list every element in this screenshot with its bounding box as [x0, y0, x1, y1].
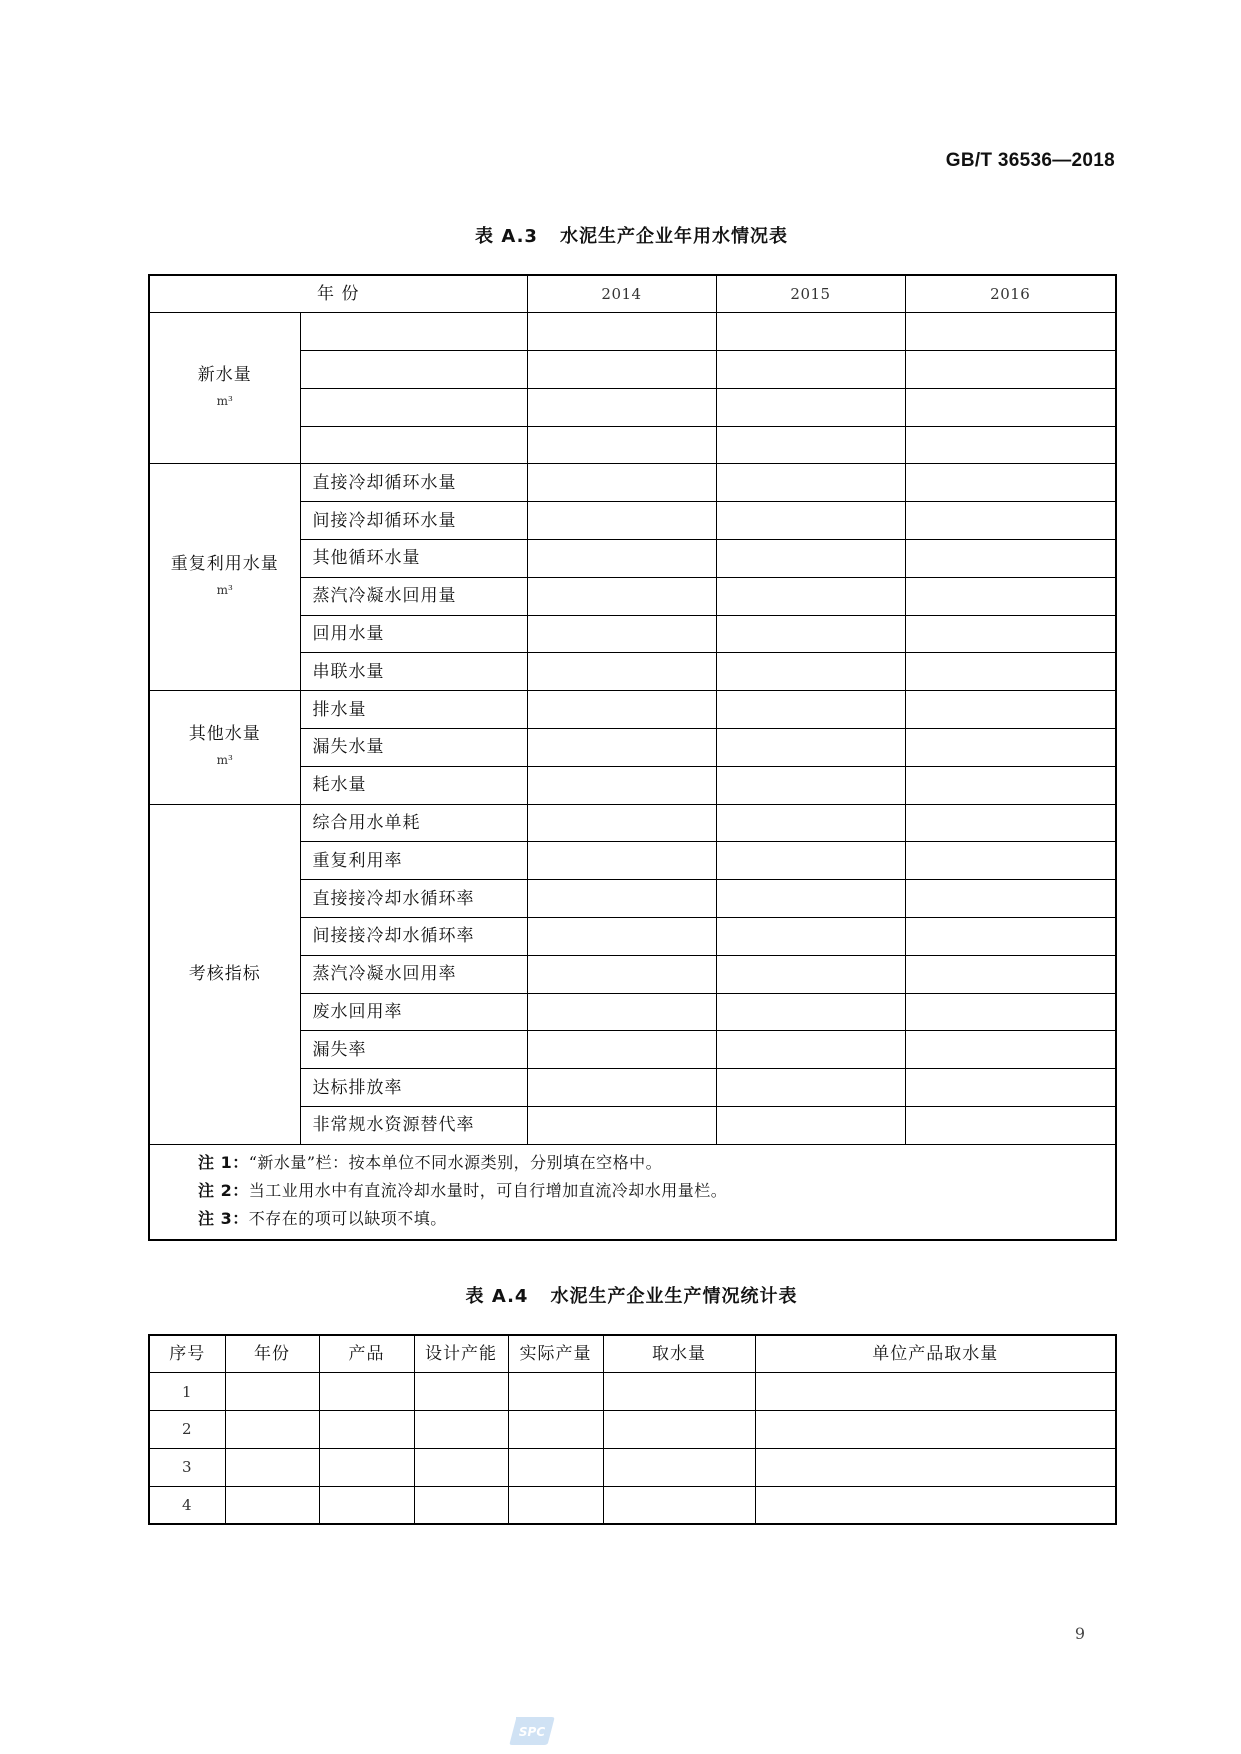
value-cell-2014	[527, 653, 716, 691]
value-cell-2014	[527, 502, 716, 540]
column-header-year: 年份	[225, 1335, 319, 1373]
value-cell-2016	[905, 351, 1116, 389]
value-cell-2014	[527, 464, 716, 502]
value-cell-2016	[905, 426, 1116, 464]
value-cell-2015	[716, 540, 905, 578]
blank-cell	[508, 1373, 603, 1411]
value-cell-2015	[716, 918, 905, 956]
table-a3-caption: 水泥生产企业年用水情况表	[559, 226, 788, 247]
table-row	[149, 1411, 1116, 1449]
value-cell-2015	[716, 577, 905, 615]
value-cell-2014	[527, 880, 716, 918]
blank-cell	[603, 1373, 755, 1411]
value-cell-2014	[527, 577, 716, 615]
value-cell-2015	[716, 351, 905, 389]
page-number: 9	[1074, 1624, 1086, 1643]
blank-cell	[319, 1411, 414, 1449]
blank-cell	[225, 1411, 319, 1449]
water-source-cell	[300, 351, 527, 389]
table-a3-title	[148, 225, 1115, 249]
row-number: 1	[149, 1373, 225, 1411]
value-cell-2014	[527, 1069, 716, 1107]
note-text: 不存在的项可以缺项不填。	[248, 1208, 447, 1228]
spc-watermark-logo	[508, 1714, 556, 1748]
table-header-row	[149, 1335, 1116, 1373]
value-cell-2016	[905, 993, 1116, 1031]
group-new-water	[149, 313, 300, 464]
value-cell-2015	[716, 1069, 905, 1107]
item-label: 达标排放率	[300, 1069, 527, 1107]
table-notes	[149, 1144, 1116, 1240]
value-cell-2014	[527, 1107, 716, 1145]
value-cell-2014	[527, 615, 716, 653]
value-cell-2016	[905, 502, 1116, 540]
value-cell-2015	[716, 1107, 905, 1145]
column-header-serial: 序号	[149, 1335, 225, 1373]
table-row	[149, 691, 1116, 729]
value-cell-2015	[716, 691, 905, 729]
value-cell-2016	[905, 1031, 1116, 1069]
value-cell-2016	[905, 615, 1116, 653]
blank-cell	[414, 1373, 508, 1411]
row-number: 3	[149, 1448, 225, 1486]
value-cell-2014	[527, 993, 716, 1031]
table-row	[149, 464, 1116, 502]
value-cell-2015	[716, 653, 905, 691]
blank-cell	[414, 1448, 508, 1486]
row-number: 4	[149, 1486, 225, 1524]
value-cell-2016	[905, 842, 1116, 880]
note-text: “新水量”栏：按本单位不同水源类别，分别填在空格中。	[248, 1152, 663, 1172]
blank-cell	[225, 1486, 319, 1524]
group-label: 其他水量	[188, 724, 261, 745]
column-header-design-capacity: 设计产能	[414, 1335, 508, 1373]
blank-cell	[508, 1448, 603, 1486]
item-label: 串联水量	[300, 653, 527, 691]
blank-cell	[414, 1486, 508, 1524]
blank-cell	[508, 1486, 603, 1524]
group-unit: m³	[216, 753, 233, 768]
table-a4-title	[148, 1285, 1115, 1309]
column-header-unit-water-intake: 单位产品取水量	[755, 1335, 1116, 1373]
item-label: 其他循环水量	[300, 540, 527, 578]
value-cell-2016	[905, 766, 1116, 804]
value-cell-2016	[905, 804, 1116, 842]
value-cell-2016	[905, 540, 1116, 578]
value-cell-2016	[905, 653, 1116, 691]
value-cell-2015	[716, 426, 905, 464]
water-source-cell	[300, 388, 527, 426]
item-label: 排水量	[300, 691, 527, 729]
value-cell-2015	[716, 955, 905, 993]
table-a4-caption: 水泥生产企业生产情况统计表	[550, 1286, 798, 1307]
value-cell-2015	[716, 729, 905, 767]
year-header-cell: 年 份	[149, 275, 527, 313]
table-a4-label: 表 A.4	[465, 1286, 529, 1307]
value-cell-2015	[716, 388, 905, 426]
group-label: 新水量	[197, 365, 252, 386]
value-cell-2016	[905, 691, 1116, 729]
value-cell-2014	[527, 1031, 716, 1069]
table-row	[149, 313, 1116, 351]
year-2016-header: 2016	[905, 275, 1116, 313]
item-label: 回用水量	[300, 615, 527, 653]
table-a3-label: 表 A.3	[475, 226, 538, 247]
value-cell-2014	[527, 766, 716, 804]
group-label: 重复利用水量	[170, 554, 279, 575]
value-cell-2016	[905, 464, 1116, 502]
item-label: 间接冷却循环水量	[300, 502, 527, 540]
value-cell-2015	[716, 804, 905, 842]
group-reused-water	[149, 464, 300, 691]
column-header-actual-output: 实际产量	[508, 1335, 603, 1373]
blank-cell	[603, 1448, 755, 1486]
note-2	[198, 1177, 1115, 1205]
value-cell-2016	[905, 729, 1116, 767]
blank-cell	[755, 1448, 1116, 1486]
value-cell-2016	[905, 1069, 1116, 1107]
value-cell-2015	[716, 502, 905, 540]
year-2015-header: 2015	[716, 275, 905, 313]
value-cell-2014	[527, 313, 716, 351]
blank-cell	[755, 1411, 1116, 1449]
group-label: 考核指标	[188, 964, 261, 985]
item-label: 漏失水量	[300, 729, 527, 767]
value-cell-2014	[527, 842, 716, 880]
blank-cell	[319, 1373, 414, 1411]
value-cell-2015	[716, 766, 905, 804]
value-cell-2016	[905, 955, 1116, 993]
note-3	[198, 1205, 1115, 1233]
column-header-water-intake: 取水量	[603, 1335, 755, 1373]
item-label: 漏失率	[300, 1031, 527, 1069]
blank-cell	[508, 1411, 603, 1449]
value-cell-2014	[527, 388, 716, 426]
note-text: 当工业用水中有直流冷却水量时，可自行增加直流冷却水用量栏。	[248, 1180, 728, 1200]
group-unit: m³	[216, 394, 233, 409]
value-cell-2015	[716, 880, 905, 918]
note-label: 注 3：	[198, 1208, 249, 1228]
column-header-product: 产品	[319, 1335, 414, 1373]
item-label: 废水回用率	[300, 993, 527, 1031]
item-label: 间接接冷却水循环率	[300, 918, 527, 956]
value-cell-2016	[905, 313, 1116, 351]
item-label: 耗水量	[300, 766, 527, 804]
value-cell-2015	[716, 993, 905, 1031]
blank-cell	[414, 1411, 508, 1449]
value-cell-2015	[716, 1031, 905, 1069]
blank-cell	[319, 1448, 414, 1486]
value-cell-2016	[905, 880, 1116, 918]
table-row	[149, 804, 1116, 842]
group-assessment-indicators	[149, 804, 300, 1144]
value-cell-2016	[905, 577, 1116, 615]
value-cell-2014	[527, 918, 716, 956]
standard-code: GB/T 36536—2018	[945, 150, 1115, 171]
table-row	[149, 1373, 1116, 1411]
table-row	[149, 1448, 1116, 1486]
value-cell-2014	[527, 729, 716, 767]
blank-cell	[755, 1373, 1116, 1411]
production-statistics-table	[148, 1334, 1117, 1525]
water-use-table	[148, 274, 1117, 1241]
table-row	[149, 1486, 1116, 1524]
value-cell-2015	[716, 464, 905, 502]
blank-cell	[319, 1486, 414, 1524]
item-label: 蒸汽冷凝水回用量	[300, 577, 527, 615]
notes-row	[149, 1144, 1116, 1240]
item-label: 直接冷却循环水量	[300, 464, 527, 502]
water-source-cell	[300, 426, 527, 464]
value-cell-2016	[905, 388, 1116, 426]
value-cell-2014	[527, 691, 716, 729]
blank-cell	[225, 1448, 319, 1486]
value-cell-2016	[905, 918, 1116, 956]
year-2014-header: 2014	[527, 275, 716, 313]
table-header-row	[149, 275, 1116, 313]
group-unit: m³	[216, 583, 233, 598]
water-source-cell	[300, 313, 527, 351]
row-number: 2	[149, 1411, 225, 1449]
item-label: 非常规水资源替代率	[300, 1107, 527, 1145]
blank-cell	[755, 1486, 1116, 1524]
note-1	[198, 1149, 1115, 1177]
value-cell-2015	[716, 615, 905, 653]
value-cell-2014	[527, 955, 716, 993]
note-label: 注 2：	[198, 1180, 249, 1200]
value-cell-2014	[527, 804, 716, 842]
group-other-water	[149, 691, 300, 804]
blank-cell	[603, 1486, 755, 1524]
item-label: 直接接冷却水循环率	[300, 880, 527, 918]
blank-cell	[225, 1373, 319, 1411]
item-label: 综合用水单耗	[300, 804, 527, 842]
value-cell-2016	[905, 1107, 1116, 1145]
watermark-text: SPC	[518, 1725, 546, 1739]
value-cell-2014	[527, 351, 716, 389]
blank-cell	[603, 1411, 755, 1449]
item-label: 重复利用率	[300, 842, 527, 880]
note-label: 注 1：	[198, 1152, 249, 1172]
value-cell-2014	[527, 426, 716, 464]
item-label: 蒸汽冷凝水回用率	[300, 955, 527, 993]
value-cell-2015	[716, 313, 905, 351]
value-cell-2014	[527, 540, 716, 578]
value-cell-2015	[716, 842, 905, 880]
